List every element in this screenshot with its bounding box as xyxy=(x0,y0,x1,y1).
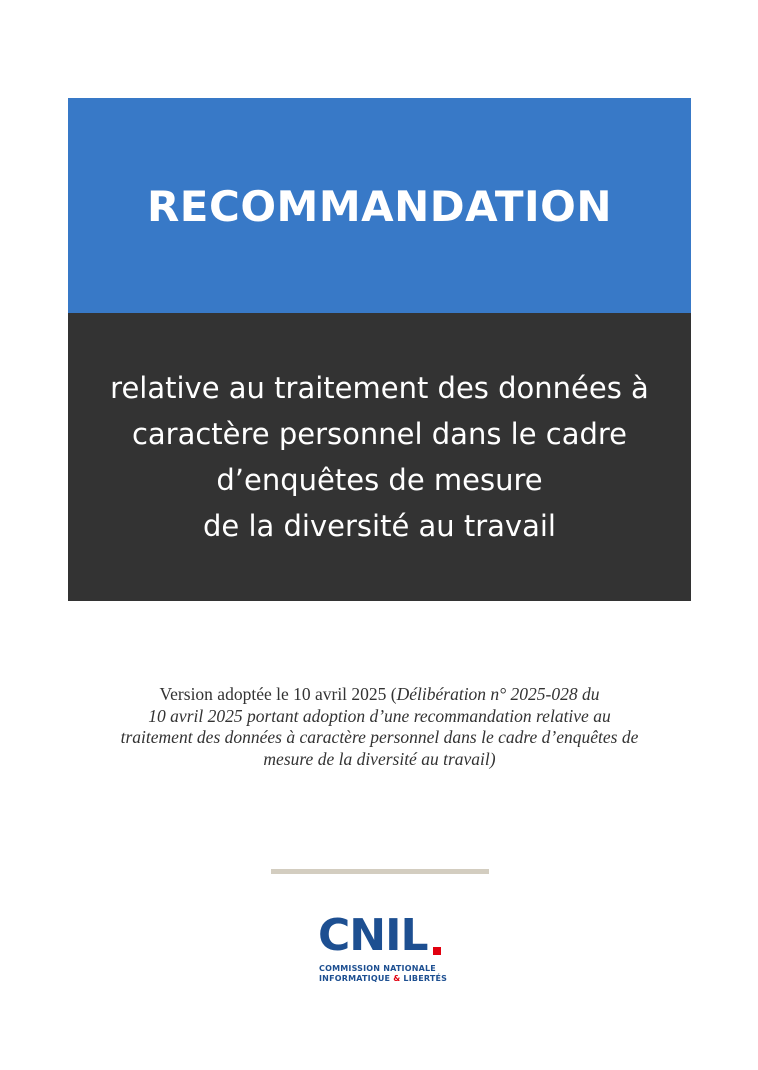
logo-wordmark: CNIL xyxy=(318,910,428,961)
subtitle-line-2: caractère personnel dans le cadre xyxy=(131,417,628,451)
subtitle-line-1: relative au traitement des données à xyxy=(110,371,649,405)
version-line-4: mesure de la diversité au travail) xyxy=(263,748,496,769)
cnil-logo xyxy=(318,910,448,986)
title-band xyxy=(68,98,691,313)
subtitle-line-3: d’enquêtes de mesure xyxy=(216,463,543,497)
logo-informatique: INFORMATIQUE xyxy=(319,974,391,983)
version-line-3: traitement des données à caractère personnel dans le cadre d’enquêtes de xyxy=(120,727,639,747)
version-line-2: 10 avril 2025 portant adoption d’une recommandation relative au xyxy=(148,705,611,726)
separator-rule xyxy=(271,869,489,874)
subtitle-band xyxy=(68,313,691,601)
document-title: RECOMMANDATION xyxy=(146,182,613,231)
logo-subtitle-line-2 xyxy=(319,974,447,983)
logo-red-dot xyxy=(433,947,441,955)
logo-libertes: LIBERTÉS xyxy=(403,974,448,983)
logo-subtitle-line-1: COMMISSION NATIONALE xyxy=(319,964,436,973)
version-adopted-text: Version adoptée le 10 avril 2025 ( xyxy=(159,684,397,704)
subtitle-line-4: de la diversité au travail xyxy=(203,509,556,543)
logo-ampersand: & xyxy=(393,974,401,983)
version-note xyxy=(68,684,691,770)
deliberation-reference: Délibération n° 2025-028 du xyxy=(396,684,600,704)
version-line-1 xyxy=(68,684,691,706)
